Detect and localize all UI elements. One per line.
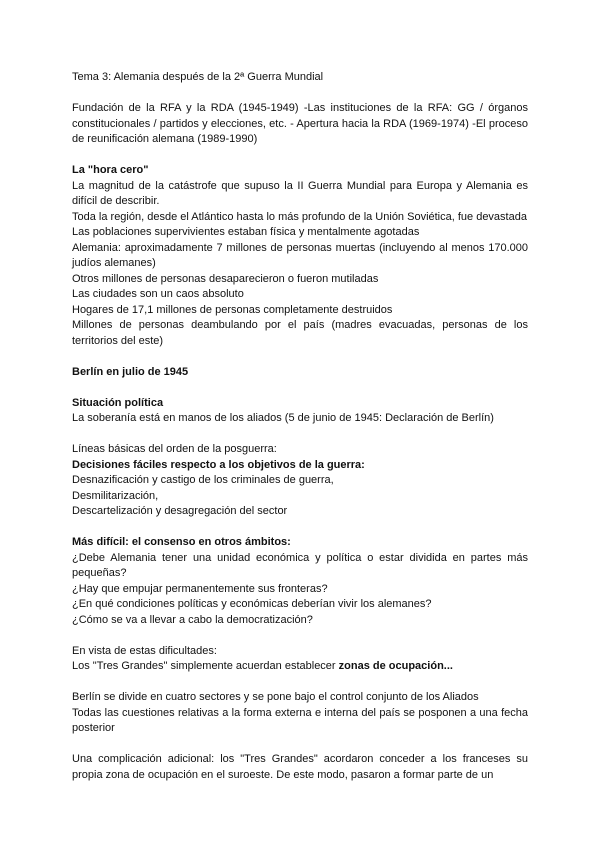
decisiones-item: Descartelización y desagregación del sector <box>72 505 288 517</box>
hora-cero-line: Otros millones de personas desaparecieron o fueron mutiladas <box>72 272 379 285</box>
hora-cero-line: Hogares de 17,1 millones de personas completamente destruidos <box>72 303 393 316</box>
hora-cero-line: Las ciudades son un caos absoluto <box>72 288 244 300</box>
zonas-ocupacion-text: zonas de ocupación... <box>338 660 453 672</box>
berlin-heading: Berlín en julio de 1945 <box>72 365 189 378</box>
vista-text: Los "Tres Grandes" simplemente acuerdan establecer <box>72 660 339 672</box>
vista-line: En vista de estas dificultades: <box>72 644 217 657</box>
document-title: Tema 3: Alemania después de la 2ª Guerra Mundial <box>72 71 324 83</box>
dificil-item: ¿Debe Alemania tener una unidad económica y política o estar dividida en partes más pequeñas? <box>72 551 528 579</box>
complicacion-paragraph: Una complicación adicional: los "Tres Grandes" acordaron conceder a los franceses su propia zona de ocupación en el suroeste. De este modo, pasaron a formar parte de un <box>72 753 528 781</box>
dificil-heading: Más difícil: el consenso en otros ámbitos: <box>72 536 291 548</box>
hora-cero-line: Toda la región, desde el Atlántico hasta lo más profundo de la Unión Soviética, fue devastada <box>72 210 527 223</box>
hora-cero-line: Las poblaciones supervivientes estaban física y mentalmente agotadas <box>72 226 420 238</box>
vista-line <box>72 659 528 675</box>
hora-cero-heading: La "hora cero" <box>72 164 149 176</box>
dificil-item: ¿En qué condiciones políticas y económicas deberían vivir los alemanes? <box>72 598 432 610</box>
lineas-intro: Líneas básicas del orden de la posguerra: <box>72 443 277 455</box>
decisiones-item: Desmilitarización, <box>72 489 159 502</box>
situacion-text: La soberanía está en manos de los aliados (5 de junio de 1945: Declaración de Berlín) <box>72 412 494 424</box>
berlin-division-line: Todas las cuestiones relativas a la forma externa e interna del país se posponen a una fecha posterior <box>72 706 528 734</box>
decisiones-item: Desnazificación y castigo de los criminales de guerra, <box>72 474 334 486</box>
hora-cero-line: La magnitud de la catástrofe que supuso la II Guerra Mundial para Europa y Alemania es difícil de describir. <box>72 179 528 207</box>
hora-cero-line: Alemania: aproximadamente 7 millones de personas muertas (incluyendo al menos 170.000 judíos alemanes) <box>72 241 528 269</box>
intro-paragraph: Fundación de la RFA y la RDA (1945-1949) -Las instituciones de la RFA: GG / órganos constitucionales / partidos y elecciones, etc. - Apertura hacia la RDA (1969-1974) -El proceso de reunificación alemana (1989-1990) <box>72 102 528 145</box>
situacion-heading: Situación política <box>72 396 164 409</box>
berlin-division-line: Berlín se divide en cuatro sectores y se pone bajo el control conjunto de los Aliados <box>72 691 479 703</box>
document-page <box>72 70 528 783</box>
dificil-item: ¿Cómo se va a llevar a cabo la democratización? <box>72 613 313 626</box>
decisiones-heading: Decisiones fáciles respecto a los objetivos de la guerra: <box>72 458 365 471</box>
dificil-item: ¿Hay que empujar permanentemente sus fronteras? <box>72 582 328 595</box>
hora-cero-line: Millones de personas deambulando por el país (madres evacuadas, personas de los territorios del este) <box>72 319 528 347</box>
